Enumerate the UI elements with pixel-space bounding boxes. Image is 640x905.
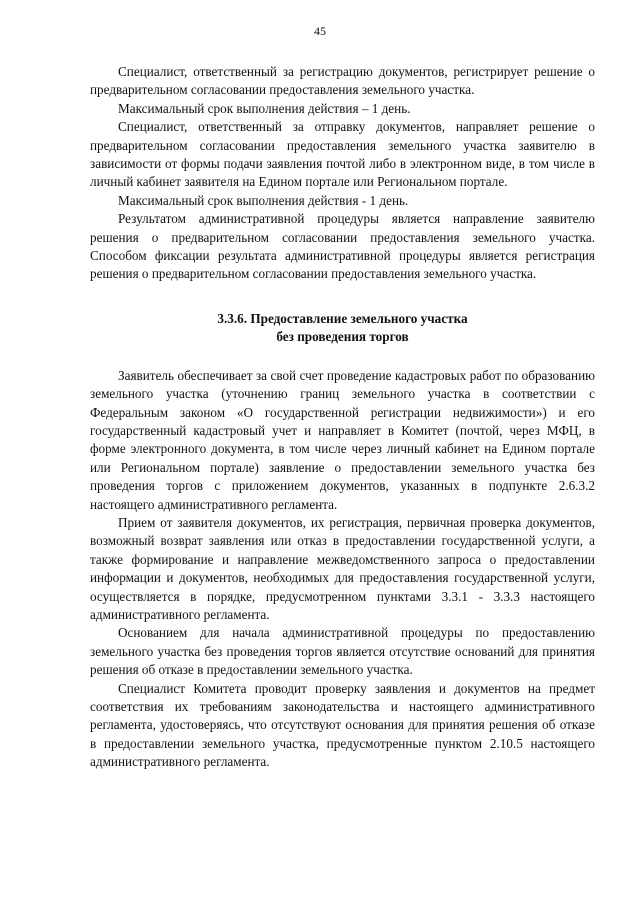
document-body: [90, 63, 595, 772]
paragraph: Результатом административной процедуры является направление заявителю решения о предварительном согласовании предоставления земельного участка. Способом фиксации результата административной процедуры является регистрация решения о предварительном согласовании предоставления земельного участка.: [90, 211, 595, 282]
paragraph: Специалист Комитета проводит проверку заявления и документов на предмет соответствия их требованиям законодательства и настоящего административного регламента, удостоверяясь, что отсутствуют основания для принятия решения об отказе в предоставлении земельного участка, предусмотренные пунктом 2.10.5 настоящего административного регламента.: [90, 680, 595, 770]
paragraph: Специалист, ответственный за отправку документов, направляет решение о предварительном согласовании предоставления земельного участка заявителю в зависимости от формы подачи заявления почтой либо в электронном виде, в том числе в личный кабинет заявителя на Едином портале или Региональном портале.: [90, 119, 595, 190]
paragraph: Максимальный срок выполнения действия - 1 день.: [118, 192, 409, 208]
paragraph: Прием от заявителя документов, их регистрация, первичная проверка документов, возможный возврат заявления или отказ в предоставлении государственной услуги, а также формирование и направление межведомственного запроса о предоставлении информации и документов, необходимых для предоставления государственной услуги, осуществляется в порядке, предусмотренном пунктами 3.3.1 - 3.3.3 настоящего административного регламента.: [90, 514, 595, 622]
paragraph: Основанием для начала административной процедуры по предоставлению земельного участка без проведения торгов является отсутствие оснований для принятия решения об отказе в предоставлении земельного участка.: [90, 625, 595, 678]
paragraph: Специалист, ответственный за регистрацию документов, регистрирует решение о предварительном согласовании предоставления земельного участка.: [90, 64, 595, 98]
paragraph: Максимальный срок выполнения действия – 1 день.: [118, 100, 411, 116]
section-heading-line: 3.3.6. Предоставление земельного участка: [217, 310, 468, 326]
paragraph: Заявитель обеспечивает за свой счет проведение кадастровых работ по образованию земельного участка (уточнению границ земельного участка в соответствии с Федеральным законом «О государственной регистрации недвижимости») и его государственный кадастровый учет и направляет в Комитет (почтой, через МФЦ, в форме электронного документа, в том числе через личный кабинет на Едином портале или Региональном портале) заявление о предоставлении земельного участка без проведения торгов с приложением документов, указанных в подпункте 2.6.3.2 настоящего административного регламента.: [90, 367, 595, 512]
section-heading: [90, 310, 595, 347]
section-heading-line: без проведения торгов: [276, 329, 409, 345]
page-number: 45: [314, 24, 326, 38]
